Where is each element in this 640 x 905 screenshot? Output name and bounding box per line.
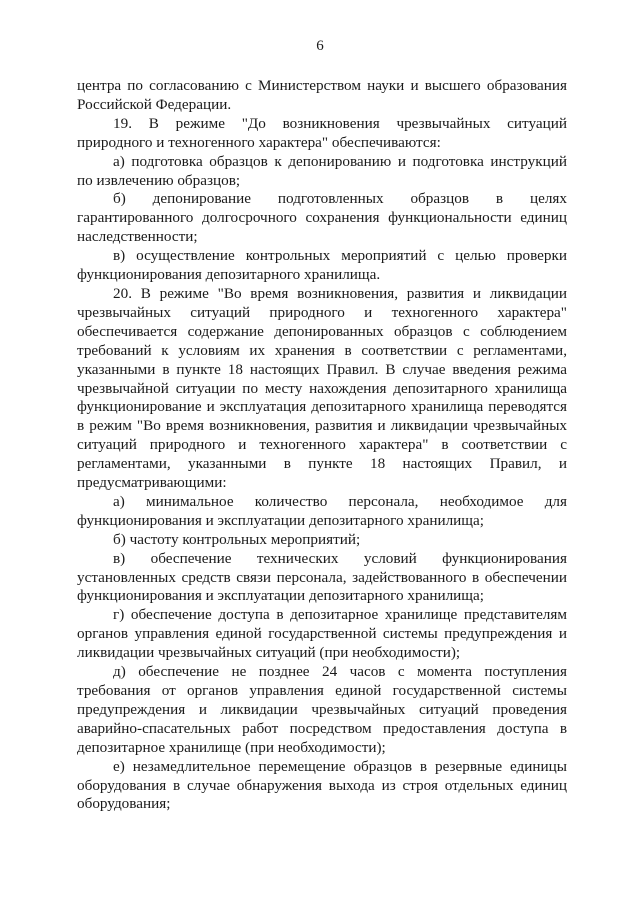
- paragraph-clause-20-v: в) обеспечение технических условий функционирования установленных средств связи персонала, задействованного в обеспечении функционирования и эксплуатации депозитарного хранилища;: [77, 549, 567, 605]
- document-body: [77, 77, 567, 814]
- paragraph-clause-20-g: г) обеспечение доступа в депозитарное хранилище представителям органов управления единой государственной системы предупреждения и ликвидации чрезвычайных ситуаций (при необходимости);: [77, 606, 567, 662]
- paragraph-clause-20-b: б) частоту контрольных мероприятий;: [113, 530, 361, 548]
- paragraph-clause-20-a: а) минимальное количество персонала, необходимое для функционирования и эксплуатации депозитарного хранилища;: [77, 492, 567, 529]
- paragraph-clause-20: 20. В режиме "Во время возникновения, развития и ликвидации чрезвычайных ситуаций природного и техногенного характера" обеспечивается содержание депонированных образцов с соблюдением требований к условиям их хранения в соответствии с регламентами, указанными в пункте 18 настоящих Правил. В случае введения режима чрезвычайной ситуации по месту нахождения депозитарного хранилища функционирование и эксплуатация депозитарного хранилища переводятся в режим "Во время возникновения, развития и ликвидации чрезвычайных ситуаций природного и техногенного характера" в соответствии с регламентами, указанными в пункте 18 настоящих Правил, и предусматривающими:: [77, 284, 567, 492]
- paragraph-clause-19-a: а) подготовка образцов к депонированию и подготовка инструкций по извлечению образцов;: [77, 152, 567, 189]
- paragraph-clause-19: 19. В режиме "До возникновения чрезвычайных ситуаций природного и техногенного характера" обеспечиваются:: [77, 114, 567, 151]
- paragraph-clause-19-b: б) депонирование подготовленных образцов в целях гарантированного долгосрочного сохранения функциональности единиц наследственности;: [77, 190, 567, 246]
- paragraph-clause-19-v: в) осуществление контрольных мероприятий с целью проверки функционирования депозитарного хранилища.: [77, 247, 567, 284]
- paragraph-continuation: центра по согласованию с Министерством науки и высшего образования Российской Федерации.: [77, 77, 567, 113]
- page-number: 6: [316, 38, 324, 54]
- paragraph-clause-20-d: д) обеспечение не позднее 24 часов с момента поступления требования от органов управления единой государственной системы предупреждения и ликвидации чрезвычайных ситуаций проведения аварийно-спасательных работ посредством предоставления доступа в депозитарное хранилище (при необходимости);: [77, 663, 567, 756]
- paragraph-clause-20-e: е) незамедлительное перемещение образцов в резервные единицы оборудования в случае обнаружения выхода из строя отдельных единиц оборудования;: [77, 757, 567, 813]
